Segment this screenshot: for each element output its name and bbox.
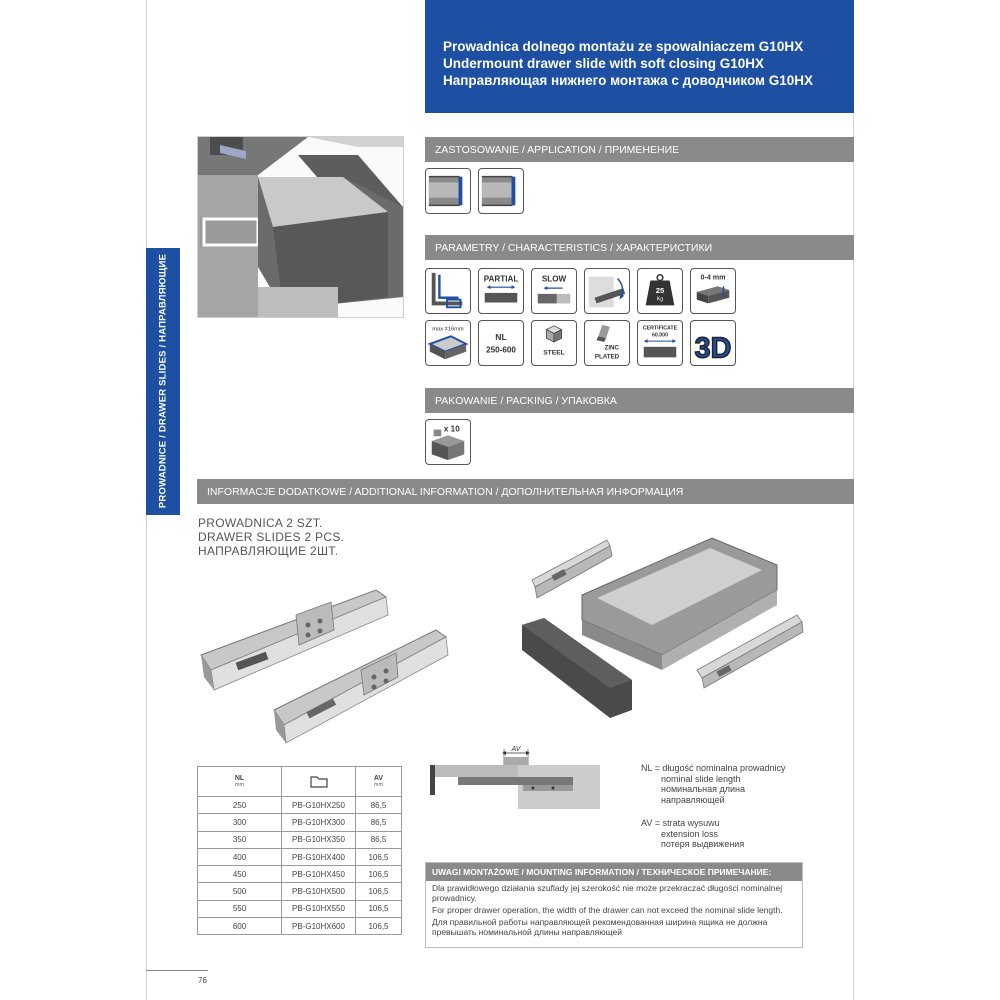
application-icon-1 [425, 168, 471, 214]
zinc-plated-icon [596, 325, 609, 342]
side-tab-label: PROWADNICE / DRAWER SLIDES / НАПРАВЛЯЮЩИЕ [157, 253, 169, 509]
thickness-label: max ≠16mm [432, 326, 464, 333]
partial-label: PARTIAL [483, 274, 519, 284]
header-nl-label: NL [234, 775, 245, 782]
slides-quantity-label [198, 516, 344, 558]
nl-range: 250-600 [486, 345, 516, 355]
tilt-drawer-icon [585, 269, 629, 313]
title-pl: Prowadnica dolnego montażu ze spowalniaczem G10HX [443, 39, 804, 54]
title-en: Undermount drawer slide with soft closing G10HX [443, 56, 765, 71]
cell-av: 106,5 [356, 883, 402, 900]
cell-av: 106,5 [356, 848, 402, 865]
header-code [282, 767, 356, 797]
header-nl-unit: mm [234, 782, 245, 788]
steel-cubes-icon [546, 326, 561, 342]
legend-av-3: потеря выдвижения [661, 839, 745, 849]
steel-label: STEEL [543, 349, 565, 357]
table-row [198, 883, 402, 900]
slides-label-pl: PROWADNICA 2 SZT. [198, 516, 323, 530]
cell-av: 86,5 [356, 814, 402, 831]
cell-code: PB-G10HX600 [282, 918, 356, 935]
slides-pair-image [196, 585, 461, 745]
application-icon-2 [478, 168, 524, 214]
cell-av: 106,5 [356, 866, 402, 883]
packing-tile [425, 419, 471, 465]
section-bar-packing: PAKOWANIE / PACKING / УПАКОВКА [425, 388, 854, 413]
cell-code: PB-G10HX250 [282, 797, 356, 814]
mounting-notes [425, 862, 803, 948]
cell-nl: 450 [198, 866, 282, 883]
cell-nl: 550 [198, 900, 282, 917]
table-row [198, 797, 402, 814]
header-av [356, 767, 402, 797]
cell-code: PB-G10HX300 [282, 814, 356, 831]
notes-ru: Для правильной работы направляющей рекомендованная ширина ящика не должна превышать номинальной длины направляющей [432, 917, 768, 937]
char-tile-weight [637, 268, 683, 314]
table-row [198, 900, 402, 917]
slow-label: SLOW [541, 274, 567, 284]
gap-label: 0-4 mm [700, 273, 726, 282]
cell-av: 86,5 [356, 797, 402, 814]
header-av-label: AV [373, 775, 384, 782]
cell-code: PB-G10HX350 [282, 831, 356, 848]
notes-pl: Dla prawidłowego działania szuflady jej szerokość nie może przekraczać długości nominalnej prowadnicy. [432, 883, 783, 903]
char-tile-nl [478, 320, 524, 366]
drawer-cabinet-image [197, 136, 404, 318]
zinc-label-2: PLATED [594, 353, 620, 361]
table-row [198, 848, 402, 865]
header-nl [198, 767, 282, 797]
cell-code: PB-G10HX450 [282, 866, 356, 883]
section-bar-characteristics: PARAMETRY / CHARACTERISTICS / ХАРАКТЕРИСТИКИ [425, 235, 854, 260]
weight-value: 25 [655, 285, 665, 295]
av-diagram-label: AV [511, 746, 521, 753]
cell-av: 106,5 [356, 918, 402, 935]
cell-nl: 400 [198, 848, 282, 865]
char-tile-undermount [425, 268, 471, 314]
legend-av-2: extension loss [661, 828, 719, 839]
notes-title: UWAGI MONTAŻOWE / MOUNTING INFORMATION / ТЕХНИЧЕСКОЕ ПРИМЕЧАНИЕ: [426, 863, 802, 881]
char-tile-slow [531, 268, 577, 314]
char-tile-thickness [425, 320, 471, 366]
char-tile-steel [531, 320, 577, 366]
cell-nl: 250 [198, 797, 282, 814]
drawer-exploded-image [522, 530, 804, 720]
legend-nl-4: направляющей [661, 794, 725, 805]
undermount-icon [426, 269, 470, 313]
page-number: 76 [198, 976, 207, 985]
cell-code: PB-G10HX400 [282, 848, 356, 865]
section-bar-application: ZASTOSOWANIE / APPLICATION / ПРИМЕНЕНИЕ [425, 137, 854, 162]
pack-qty: x 10 [443, 424, 460, 434]
cell-nl: 600 [198, 918, 282, 935]
table-header-row [198, 767, 402, 797]
weight-icon [638, 269, 682, 313]
table-row [198, 814, 402, 831]
zinc-label-1: ZINC [604, 344, 620, 352]
table-row [198, 866, 402, 883]
char-tile-tilt [584, 268, 630, 314]
title-banner [425, 0, 854, 113]
3d-adjustment-icon [691, 321, 735, 365]
folder-icon [310, 774, 328, 788]
cycles-label: 60.000 [651, 332, 669, 339]
cell-av: 86,5 [356, 831, 402, 848]
char-tile-gap [690, 268, 736, 314]
3d-label: 3D [694, 332, 732, 365]
legend-nl-2: nominal slide length [661, 773, 741, 784]
cell-code: PB-G10HX550 [282, 900, 356, 917]
section-bar-additional: INFORMACJE DODATKOWE / ADDITIONAL INFORMATION / ДОПОЛНИТЕЛЬНАЯ ИНФОРМАЦИЯ [197, 479, 854, 504]
spec-table [197, 766, 402, 935]
char-tile-certificate [637, 320, 683, 366]
header-av-unit: mm [373, 782, 384, 788]
slides-label-ru: НАПРАВЛЯЮЩИЕ 2ШТ. [198, 544, 339, 558]
cell-code: PB-G10HX500 [282, 883, 356, 900]
side-tab [146, 248, 180, 515]
box-icon [432, 430, 465, 461]
notes-en: For proper drawer operation, the width of the drawer can not exceed the nominal slide length. [432, 905, 783, 915]
legend-av [641, 818, 744, 850]
cell-nl: 300 [198, 814, 282, 831]
drawer-side-icon [479, 169, 523, 213]
av-diagram [428, 745, 608, 810]
nl-label: NL [495, 332, 507, 343]
legend-av-1: AV = strata wysuwu [641, 818, 720, 828]
char-tile-3d [690, 320, 736, 366]
weight-unit: Kg [656, 296, 664, 303]
certificate-label: CERTIFICATE [642, 325, 678, 332]
table-row [198, 831, 402, 848]
char-tile-zinc [584, 320, 630, 366]
slides-label-en: DRAWER SLIDES 2 PCS. [198, 530, 345, 544]
char-tile-partial [478, 268, 524, 314]
drawer-side-icon [426, 169, 470, 213]
legend-nl [641, 763, 786, 805]
title-ru: Направляющая нижнего монтажа с доводчиком G10HX [443, 73, 814, 88]
legend-nl-1: NL = długość nominalna prowadnicy [641, 763, 786, 773]
legend-nl-3: номинальная длина [661, 784, 745, 794]
cell-nl: 500 [198, 883, 282, 900]
table-row [198, 918, 402, 935]
cell-nl: 350 [198, 831, 282, 848]
footer-divider [146, 970, 208, 971]
cell-av: 106,5 [356, 900, 402, 917]
